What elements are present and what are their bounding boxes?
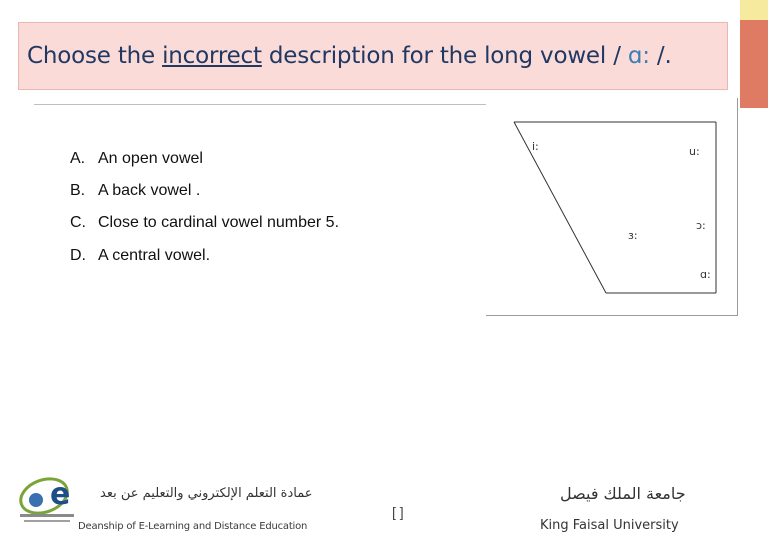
option-letter: C. (70, 214, 86, 231)
svg-text:e: e (50, 477, 71, 512)
question-title (27, 43, 672, 69)
option-letter: D. (70, 247, 86, 264)
deanship-name-english: Deanship of E-Learning and Distance Education (78, 521, 308, 532)
option-b[interactable] (70, 182, 200, 200)
vowel-chart-svg (486, 98, 738, 316)
page-number: [ ] (392, 504, 404, 520)
deanship-logo-icon (14, 468, 80, 528)
option-d[interactable] (70, 247, 210, 265)
chart-front-edge (514, 122, 606, 293)
title-middle: description for the long vowel / (261, 43, 628, 69)
title-vowel-symbol: ɑ: (627, 43, 650, 69)
option-text: A back vowel . (98, 182, 201, 199)
option-letter: A. (70, 150, 86, 167)
accent-bar-top (740, 0, 768, 20)
vowel-label-a: ɑ: (700, 268, 711, 281)
divider-line (34, 104, 486, 105)
title-prefix: Choose the (27, 43, 163, 69)
university-name-english: King Faisal University (540, 518, 679, 533)
accent-bar (740, 0, 768, 108)
title-emphasis: incorrect (162, 43, 262, 69)
title-suffix: /. (649, 43, 672, 69)
vowel-label-schwa: ɜ: (628, 229, 638, 242)
vowel-label-open-o: ɔ: (696, 219, 706, 232)
vowel-chart (486, 98, 738, 316)
vowel-label-u: u: (689, 145, 700, 158)
deanship-name-arabic: عمادة التعلم الإلكتروني والتعليم عن بعد (100, 486, 313, 501)
footer (0, 462, 780, 540)
option-text: Close to cardinal vowel number 5. (98, 214, 340, 231)
vowel-label-i: i: (532, 140, 539, 153)
option-letter: B. (70, 182, 86, 199)
option-text: A central vowel. (98, 247, 211, 264)
university-name-arabic: جامعة الملك فيصل (560, 484, 686, 503)
option-a[interactable] (70, 150, 203, 168)
option-c[interactable] (70, 214, 339, 232)
question-title-box (18, 22, 728, 90)
option-text: An open vowel (98, 150, 203, 167)
